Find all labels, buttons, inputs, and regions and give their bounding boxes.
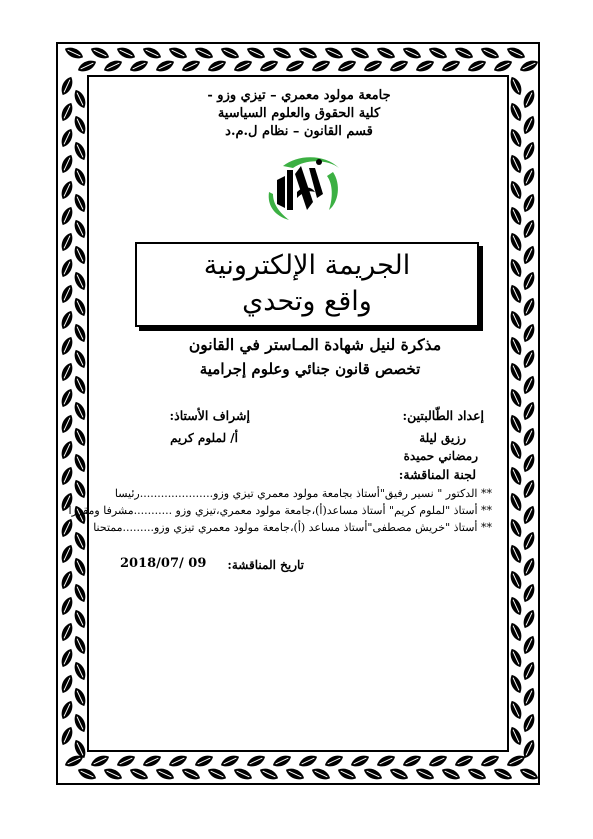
border-leaf	[518, 58, 540, 75]
border-leaf	[508, 257, 525, 279]
border-leaf	[521, 608, 538, 630]
border-leaf	[388, 58, 410, 75]
border-leaf	[521, 296, 538, 318]
border-leaf	[521, 244, 538, 266]
border-leaf	[427, 45, 449, 62]
border-leaf	[508, 75, 525, 97]
border-leaf	[427, 753, 449, 770]
border-leaf	[141, 45, 163, 62]
border-leaf	[72, 348, 89, 370]
border-leaf	[521, 660, 538, 682]
border-leaf	[521, 712, 538, 734]
specialty: تخصص قانون جنائي وعلوم إجرامية	[199, 360, 421, 378]
border-leaf	[271, 753, 293, 770]
border-leaf	[102, 766, 124, 783]
border-leaf	[508, 439, 525, 461]
border-leaf	[323, 45, 345, 62]
border-leaf	[72, 400, 89, 422]
border-leaf	[59, 725, 76, 747]
border-leaf	[508, 517, 525, 539]
border-leaf	[206, 766, 228, 783]
border-leaf	[521, 374, 538, 396]
border-leaf	[521, 426, 538, 448]
border-leaf	[72, 140, 89, 162]
border-leaf	[232, 766, 254, 783]
border-leaf	[521, 530, 538, 552]
border-leaf	[492, 766, 514, 783]
border-leaf	[59, 127, 76, 149]
border-leaf	[521, 348, 538, 370]
border-leaf	[59, 205, 76, 227]
border-leaf	[362, 58, 384, 75]
border-leaf	[72, 192, 89, 214]
border-leaf	[72, 244, 89, 266]
border-leaf	[154, 58, 176, 75]
border-leaf	[521, 140, 538, 162]
border-leaf	[508, 699, 525, 721]
border-leaf	[72, 530, 89, 552]
border-leaf	[453, 45, 475, 62]
border-leaf	[59, 361, 76, 383]
border-leaf	[76, 58, 98, 75]
border-leaf	[141, 753, 163, 770]
border-leaf	[336, 766, 358, 783]
border-leaf	[521, 166, 538, 188]
border-leaf	[521, 582, 538, 604]
border-leaf	[508, 231, 525, 253]
border-leaf	[508, 569, 525, 591]
student-name-2: رمضاني حميدة	[403, 449, 478, 463]
border-leaf	[521, 452, 538, 474]
border-leaf	[72, 114, 89, 136]
border-leaf	[72, 218, 89, 240]
border-leaf	[72, 296, 89, 318]
border-leaf	[193, 753, 215, 770]
border-leaf	[89, 45, 111, 62]
border-leaf	[59, 543, 76, 565]
border-leaf	[521, 478, 538, 500]
student-name-1: رزيق ليلة	[419, 431, 466, 445]
border-leaf	[297, 45, 319, 62]
border-leaf	[59, 257, 76, 279]
border-leaf	[72, 686, 89, 708]
border-leaf	[508, 465, 525, 487]
department-name: قسم القانون – نظام ل.م.د	[225, 124, 373, 139]
students-label: إعداد الطّالبتين:	[402, 408, 484, 423]
border-leaf	[508, 413, 525, 435]
border-leaf	[167, 753, 189, 770]
border-leaf	[297, 753, 319, 770]
border-leaf	[72, 166, 89, 188]
border-leaf	[180, 58, 202, 75]
university-name: جامعة مولود معمري – تيزي وزو -	[207, 88, 391, 103]
border-leaf	[508, 595, 525, 617]
border-leaf	[245, 45, 267, 62]
border-leaf	[508, 309, 525, 331]
border-leaf	[59, 231, 76, 253]
border-leaf	[508, 673, 525, 695]
degree-statement: مذكرة لنيل شهادة المـاستر في القانون	[188, 335, 442, 354]
border-leaf	[375, 45, 397, 62]
border-leaf	[508, 335, 525, 357]
border-leaf	[414, 58, 436, 75]
border-leaf	[440, 58, 462, 75]
border-leaf	[219, 753, 241, 770]
border-leaf	[505, 45, 527, 62]
committee-member-1: ** الدكتور " نسير رفيق"أستاذ بجامعة مولود معمري تيزي وزو.....................رئيسا	[114, 487, 492, 500]
border-leaf	[59, 153, 76, 175]
border-leaf	[59, 309, 76, 331]
border-leaf	[521, 686, 538, 708]
border-leaf	[284, 58, 306, 75]
border-leaf	[521, 270, 538, 292]
thesis-title-box	[135, 242, 479, 327]
border-leaf	[466, 766, 488, 783]
border-leaf	[72, 608, 89, 630]
border-leaf	[59, 101, 76, 123]
border-leaf	[59, 621, 76, 643]
border-leaf	[115, 753, 137, 770]
border-leaf	[349, 45, 371, 62]
border-leaf	[72, 426, 89, 448]
border-leaf	[284, 766, 306, 783]
committee-member-2: ** أستاذ "لملوم كريم" أستاذ مساعد(أ)،جامعة مولود معمري،تيزي وزو ...........مشرفا ومقررا	[68, 504, 492, 517]
border-leaf	[72, 322, 89, 344]
border-leaf	[521, 556, 538, 578]
border-leaf	[508, 179, 525, 201]
border-leaf	[349, 753, 371, 770]
border-leaf	[362, 766, 384, 783]
border-leaf	[508, 387, 525, 409]
border-leaf	[401, 45, 423, 62]
border-leaf	[72, 452, 89, 474]
border-leaf	[521, 192, 538, 214]
border-leaf	[521, 88, 538, 110]
border-leaf	[479, 45, 501, 62]
supervisor-label: إشراف الأستاذ:	[169, 408, 250, 423]
border-leaf	[508, 127, 525, 149]
committee-label: لجنة المناقشة:	[398, 467, 476, 482]
border-leaf	[518, 766, 540, 783]
border-leaf	[59, 179, 76, 201]
border-leaf	[375, 753, 397, 770]
border-leaf	[401, 753, 423, 770]
border-leaf	[72, 634, 89, 656]
border-leaf	[271, 45, 293, 62]
border-leaf	[521, 504, 538, 526]
defense-date-label: تاريخ المناقشة:	[227, 558, 304, 572]
defense-date: 2018/07/ 09	[120, 556, 207, 571]
border-leaf	[72, 712, 89, 734]
border-leaf	[479, 753, 501, 770]
border-leaf	[128, 766, 150, 783]
supervisor-name: أ/ لملوم كريم	[170, 431, 238, 445]
faculty-name: كلية الحقوق والعلوم السياسية	[217, 106, 381, 121]
border-leaf	[59, 335, 76, 357]
thesis-title-line2: واقع وتحدي	[242, 286, 372, 317]
border-leaf	[508, 283, 525, 305]
border-leaf	[508, 153, 525, 175]
border-leaf	[466, 58, 488, 75]
border-leaf	[521, 322, 538, 344]
border-leaf	[72, 374, 89, 396]
border-leaf	[115, 45, 137, 62]
thesis-title-line1: الجريمة الإلكترونية	[203, 250, 411, 281]
border-leaf	[219, 45, 241, 62]
border-leaf	[508, 491, 525, 513]
border-leaf	[59, 465, 76, 487]
border-leaf	[206, 58, 228, 75]
border-leaf	[59, 595, 76, 617]
border-leaf	[72, 556, 89, 578]
border-leaf	[193, 45, 215, 62]
border-leaf	[310, 58, 332, 75]
border-leaf	[59, 283, 76, 305]
border-leaf	[72, 88, 89, 110]
border-leaf	[245, 753, 267, 770]
border-leaf	[521, 218, 538, 240]
border-leaf	[258, 58, 280, 75]
border-leaf	[76, 766, 98, 783]
border-leaf	[492, 58, 514, 75]
border-leaf	[72, 582, 89, 604]
border-leaf	[59, 647, 76, 669]
border-leaf	[72, 660, 89, 682]
border-leaf	[128, 58, 150, 75]
border-leaf	[89, 753, 111, 770]
border-leaf	[440, 766, 462, 783]
border-leaf	[508, 361, 525, 383]
border-leaf	[508, 205, 525, 227]
border-leaf	[63, 45, 85, 62]
committee-member-3: ** أستاذ "خريش مصطفى"أستاذ مساعد (أ)،جامعة مولود معمري تيزي وزو.........ممتحنا	[93, 521, 492, 534]
border-leaf	[508, 725, 525, 747]
border-leaf	[521, 114, 538, 136]
border-leaf	[323, 753, 345, 770]
border-leaf	[102, 58, 124, 75]
border-leaf	[167, 45, 189, 62]
border-leaf	[310, 766, 332, 783]
border-leaf	[59, 699, 76, 721]
border-leaf	[508, 101, 525, 123]
border-leaf	[59, 517, 76, 539]
border-leaf	[59, 75, 76, 97]
border-leaf	[414, 766, 436, 783]
border-leaf	[508, 621, 525, 643]
border-leaf	[59, 413, 76, 435]
border-leaf	[72, 270, 89, 292]
border-leaf	[59, 439, 76, 461]
border-leaf	[59, 387, 76, 409]
border-leaf	[508, 647, 525, 669]
border-leaf	[508, 543, 525, 565]
border-leaf	[388, 766, 410, 783]
border-leaf	[521, 634, 538, 656]
border-leaf	[258, 766, 280, 783]
border-leaf	[336, 58, 358, 75]
border-leaf	[521, 400, 538, 422]
border-leaf	[453, 753, 475, 770]
border-leaf	[59, 673, 76, 695]
border-leaf	[180, 766, 202, 783]
border-leaf	[59, 569, 76, 591]
border-leaf	[72, 478, 89, 500]
border-leaf	[154, 766, 176, 783]
border-leaf	[232, 58, 254, 75]
border-leaf	[505, 753, 527, 770]
